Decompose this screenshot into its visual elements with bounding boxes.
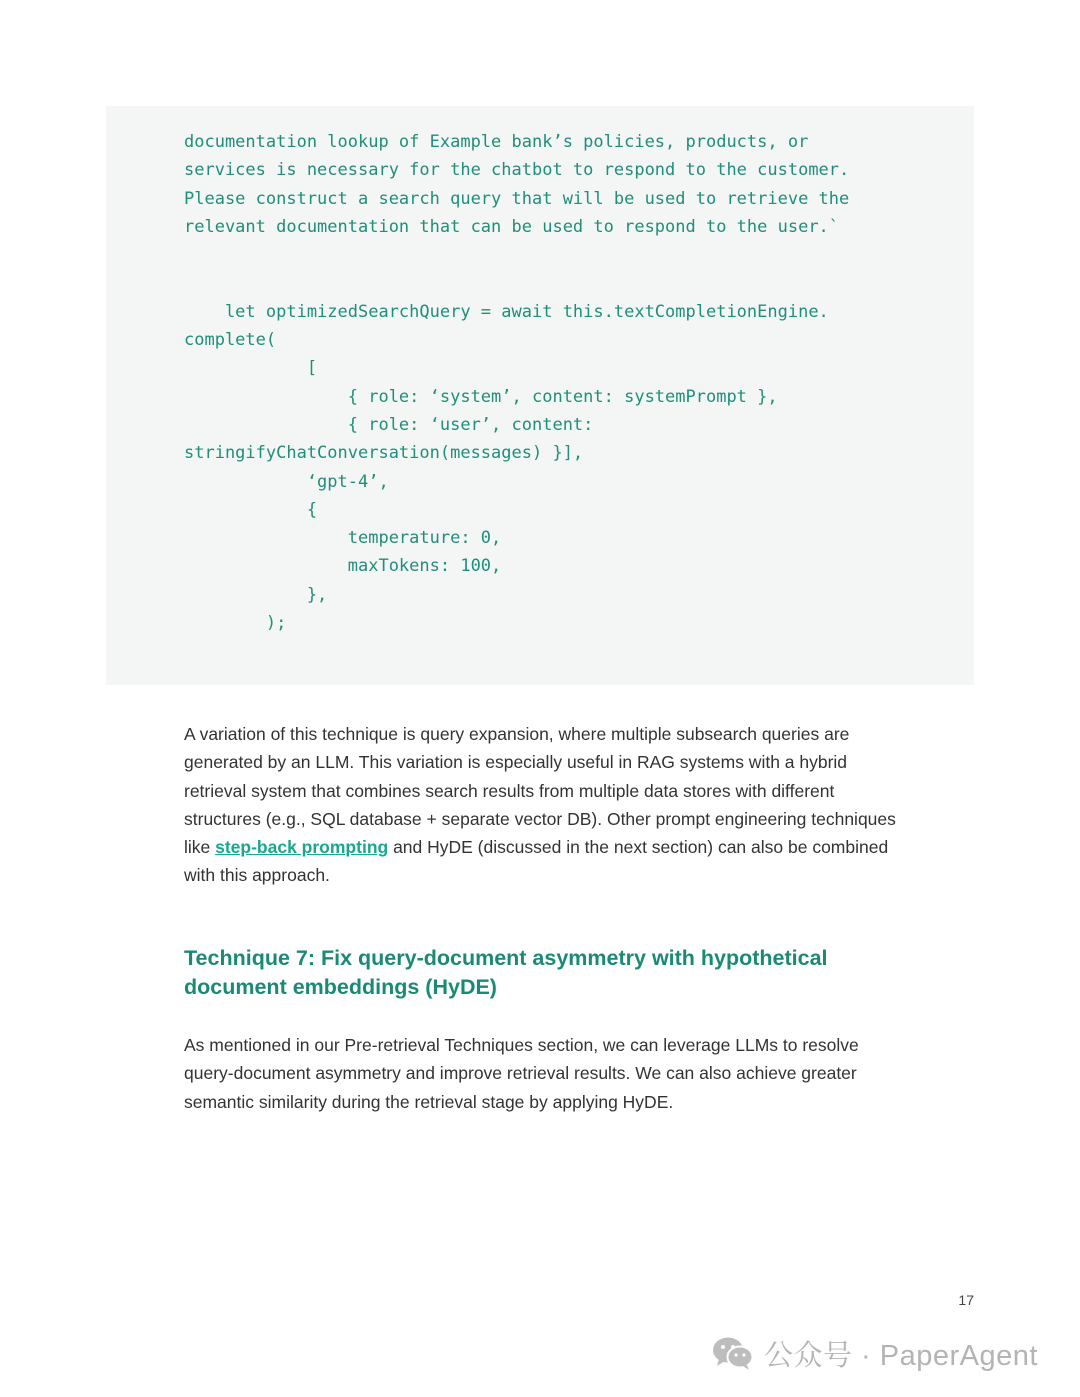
code-line (184, 269, 849, 297)
paragraph-text-after-link: and HyDE (discussed in the next section) can also be combined with this approach. (184, 837, 889, 886)
paragraph-text-before-link: A variation of this technique is query expansion, where multiple subsearch queries are generated by an LLM. This variation is especially useful in RAG systems with a hybrid retrieval system that combines search results from multiple data stores with different structures (e.g., SQL database + separate vector DB). Other prompt engineering techniques like (184, 724, 896, 858)
code-block (106, 106, 974, 685)
code-line: { (184, 499, 318, 520)
code-line: stringifyChatConversation(messages) }], (184, 443, 584, 464)
code-line: { role: ‘system’, content: systemPrompt }, (184, 386, 778, 407)
watermark (712, 1333, 1038, 1373)
code-line: { role: ‘user’, content: (184, 414, 594, 435)
code-line: complete( (184, 330, 277, 351)
section-heading: Technique 7: Fix query-document asymmetry with hypothetical document embeddings (HyDE) (184, 946, 828, 999)
code-line: maxTokens: 100, (184, 556, 502, 577)
code-line: documentation lookup of Example bank’s policies, products, or (184, 132, 809, 152)
wechat-icon (712, 1336, 754, 1370)
code-line: relevant documentation that can be used to respond to the user.` (184, 216, 840, 237)
code-line: Please construct a search query that will be used to retrieve the (184, 188, 850, 209)
hyde-intro-paragraph: As mentioned in our Pre-retrieval Techniques section, we can leverage LLMs to resolve query-document asymmetry and improve retrieval results. We can also achieve greater semantic similarity during the retrieval stage by applying HyDE. (184, 1035, 859, 1112)
code-line: services is necessary for the chatbot to respond to the customer. (184, 160, 850, 181)
code-line (184, 241, 849, 269)
watermark-text: 公众号 · PaperAgent (764, 1339, 1038, 1372)
code-line: [ (184, 358, 318, 379)
code-line: temperature: 0, (184, 528, 502, 549)
code-line: ‘gpt-4’, (184, 471, 389, 492)
query-expansion-paragraph (184, 720, 904, 890)
code-line: }, (184, 584, 328, 605)
code-lines (184, 128, 849, 637)
page-number: 17 (958, 1292, 974, 1308)
code-line: ); (184, 613, 287, 634)
step-back-prompting-link[interactable]: step-back prompting (215, 837, 389, 858)
code-line: let optimizedSearchQuery = await this.textCompletionEngine. (184, 301, 829, 322)
